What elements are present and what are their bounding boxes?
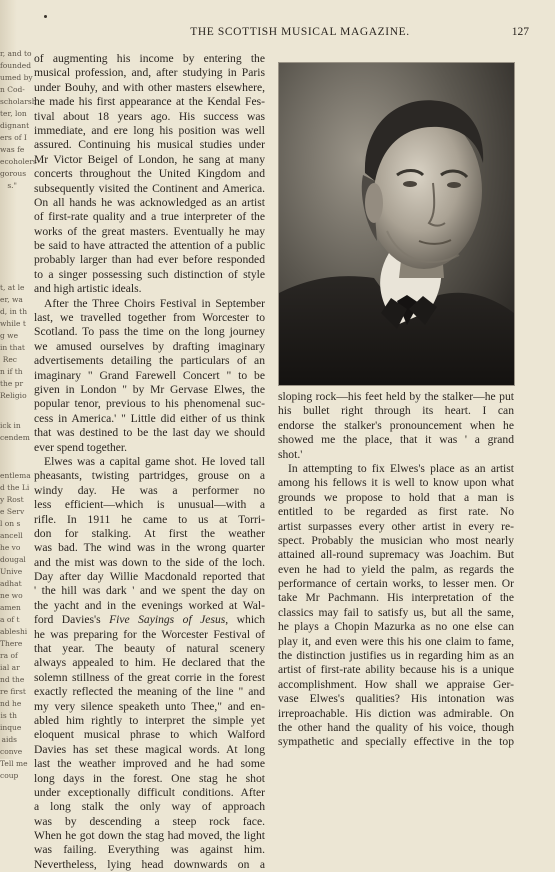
text-line: given in London " by Mr Gervase Elwes, the [34,382,265,396]
gutter-fragment: coup [0,771,19,780]
portrait-image [279,63,514,385]
text-line: and the mist was down to the side of the loch. [34,555,265,569]
portrait-photograph [278,62,515,386]
gutter-fragment: ableshi [0,627,28,636]
text-line: When he got down the stag had moved, the light [34,829,265,843]
gutter-fragment: re first [0,687,26,696]
gutter-fragment: aids [1,735,17,744]
gutter-fragment: y Rost [0,495,24,504]
text-line: artist surpasses every other artist in every re- [278,519,514,533]
text-line: under exceptionally difficult conditions. After [34,785,265,799]
text-line: Day after day Willie Macdonald reported that [34,570,265,584]
text-line: under Bouhy, and with other masters elsewhere, [34,80,265,94]
text-line: probably larger than had ever before responded [34,253,265,267]
text-line: After the Three Choirs Festival in September [44,296,265,310]
gutter-fragment: ecoholers [0,157,37,166]
text-line: sloping rock—his feet held by the stalker—he put [278,390,514,403]
gutter-fragment: n Cod- [0,85,25,94]
gutter-fragment: ers of I [0,133,27,142]
adjacent-page-gutter [0,0,37,780]
text-line: immediate, and ere long his position was well [34,123,265,137]
text-line: sympathetic and specially effective in the top [278,735,514,749]
text-line: abled him rightly to interpret the simple yet [34,713,265,727]
gutter-fragment: ter, lon [0,109,27,118]
gutter-fragment: amen [0,603,21,612]
gutter-fragment: is th [0,711,17,720]
gutter-fragment: ancell [0,531,23,540]
text-line: Mr Victor Beigel of London, he sang at many [34,152,265,166]
text-line: of augmenting his income by entering the [34,52,265,65]
text-line: Davies has set these magical words. At long [34,742,265,756]
text-line: windy day. He was a performer no [34,483,265,497]
text-line: last, we travelled together from Worcester to [34,311,265,325]
gutter-fragment: adhat [0,579,22,588]
text-line: he was preparing for the Worcester Festival of [34,627,265,641]
right-column [278,390,514,750]
gutter-fragment: he vo [0,543,21,552]
text-line: Scotland. To pass the time on the long journey [34,325,265,339]
gutter-fragment: scholarsh [0,97,37,106]
text-line: less efficient—which is unusual—with a [34,498,265,512]
gutter-fragment: nd he [0,699,22,708]
gutter-fragment: ra of [0,651,18,660]
gutter-fragment: while t [0,319,26,328]
gutter-fragment: ick in [0,421,21,430]
gutter-fragment: Tell me [0,759,28,768]
text-line: his bullet right through its heart. I can [278,404,514,418]
text-line: the other hand the quality of his voice, though [278,720,514,734]
text-line: among his fellows it is well to know upon what [278,476,514,490]
gutter-fragment: dignant [0,121,30,130]
gutter-fragment: conve [0,747,23,756]
gutter-fragment: s." [7,181,17,190]
gutter-fragment: umed by [0,73,33,82]
text-line: don for stalking. At first the weather [34,526,265,540]
text-line: spect. Probably the musician who most nearly [278,533,514,547]
text-line: grounds we propose to hold that a man is [278,490,514,504]
text-line: tival about 18 years ago. His success was [34,109,265,123]
gutter-fragment: Religio [0,391,27,400]
text-line: play it, and even were this his one claim to fame, [278,634,514,648]
gutter-fragment: ial ar [0,663,20,672]
gutter-fragment: nd the [0,675,25,684]
gutter-fragment: There [0,639,23,648]
left-column [34,52,265,872]
gutter-fragment: e Serv [0,507,25,516]
text-line: was failing. Everything was against him. [34,843,265,857]
text-line: the yacht and in the evenings worked at Wal- [34,598,265,612]
gutter-fragment: t, at le [0,283,25,292]
gutter-fragment: dougal [0,555,26,564]
text-line: vase Elwes's qualities? His intonation was [278,692,514,706]
text-line: artist of first-rate ability because his is a unique [278,663,514,677]
gutter-fragment: a of t [0,615,20,624]
text-line: cess in America.' " Little did either of us think [34,411,265,425]
running-header [0,24,555,40]
text-line: endorse the stalker's pronouncement when he [278,418,514,432]
gutter-fragment: Unive [0,567,23,576]
gutter-fragment: founded [0,61,31,70]
text-line: was bad. The wind was in the wrong quarter [34,541,265,555]
text-line: irreproachable. His diction was admirable. On [278,706,514,720]
gutter-fragment: er, wa [0,295,23,304]
text-line: classics may fail to satisfy us, but all the same, [278,605,514,619]
text-line: a long stalk the only way of approach [34,800,265,814]
gutter-fragment: entlema [0,471,31,480]
text-line: be said to have attracted the attention of a public [34,239,265,253]
text-line: last the weather improved and he had some [34,757,265,771]
text-line: ever spend together. [34,440,128,454]
text-line: assured. Continuing his musical studies under [34,138,265,152]
gutter-fragment: gorous [0,169,27,178]
text-line: ' the hill was dark ' and we spent the day on [34,584,265,598]
text-line: entitled to be regarded as first rate. No [278,505,514,519]
gutter-fragment: r, and to [0,49,32,58]
text-line: take Mr Pachmann. His interpretation of the [278,591,514,605]
gutter-fragment: was fe [0,145,25,154]
text-line: eloquent musical phrase to which Walford [34,728,265,742]
gutter-fragment: n if th [0,367,23,376]
text-line: Elwes was a capital game shot. He loved tall [44,454,265,468]
text-line: we amused ourselves by drafting imaginary [34,339,265,353]
gutter-fragment: g we [0,331,19,340]
text-line: my very silence speaketh unto Thee," and en- [34,699,265,713]
text-line: subsequently visited the Continent and America. [34,181,265,195]
text-line: shot.' [278,447,303,461]
gutter-fragment: d, in th [0,307,28,316]
text-line: to a singer possessing such distinction of style [34,267,265,281]
gutter-fragment: cendem [0,433,30,442]
text-line: long days in the forest. One stag he shot [34,771,265,785]
text-line: always appealed to him. He declared that the [34,656,265,670]
text-line: ford Davies's Five Sayings of Jesus, which [34,613,265,627]
text-line: On all hands he was acknowledged as an artist [34,195,265,209]
text-line: solemn stillness of the great corrie in the forest [34,670,265,684]
text-line: In attempting to fix Elwes's place as an artist [288,461,514,475]
text-line: exactly reflected the meaning of the line " and [34,685,265,699]
text-line: and high artistic ideals. [34,282,142,296]
running-title: THE SCOTTISH MUSICAL MAGAZINE. [190,26,410,38]
text-line: accomplishment. How shall we appraise Ger- [278,677,514,691]
text-line: that was destined to be the last day we should [34,426,265,440]
gutter-fragment: Rec [2,355,17,364]
text-line: attained all-round supremacy was Joachim. But [278,548,514,562]
text-line: that year. The beauty of natural scenery [34,642,265,656]
text-line: concerts throughout the United Kingdom and [34,167,265,181]
text-line: he made his first appearance at the Kendal Fes- [34,95,265,109]
text-line: even he had to yield the palm, as regards the [278,562,514,576]
gutter-fragment: in that [0,343,25,352]
text-line: performance of certain works, to lesser men. Or [278,577,514,591]
gutter-fragment: d the Li [0,483,30,492]
text-line: he plays a Chopin Mazurka as no one else can [278,620,514,634]
printer-dot [44,15,47,18]
text-line: popular tenor, previous to his phenomenal suc- [34,397,265,411]
gutter-fragment: ne wo [0,591,23,600]
gutter-fragment: inque [0,723,22,732]
gutter-fragment: l on s [0,519,21,528]
text-line: imaginary " Grand Farewell Concert " to be [34,368,265,382]
text-line: the distinction justifies us in regarding him as an [278,649,514,663]
text-line: rifle. In 1911 he came to us at Torri- [34,512,265,526]
text-line: works of the great masters. Eventually he may [34,224,265,238]
gutter-fragment: the pr [0,379,24,388]
page-number: 127 [511,26,529,38]
text-line: Nevertheless, lying head downwards on a [34,857,265,871]
text-line: advertisements detailing the particulars of an [34,354,265,368]
text-line: was by descending a steep rock face. [34,814,265,828]
text-line: of first-rate quality and a true interpreter of the [34,210,265,224]
text-line: musical profession, and, after studying in Paris [34,66,265,80]
text-line: pheasants, twisting partridges, grouse on a [34,469,265,483]
text-line: showed me the place, that it was ' a grand [278,433,514,447]
